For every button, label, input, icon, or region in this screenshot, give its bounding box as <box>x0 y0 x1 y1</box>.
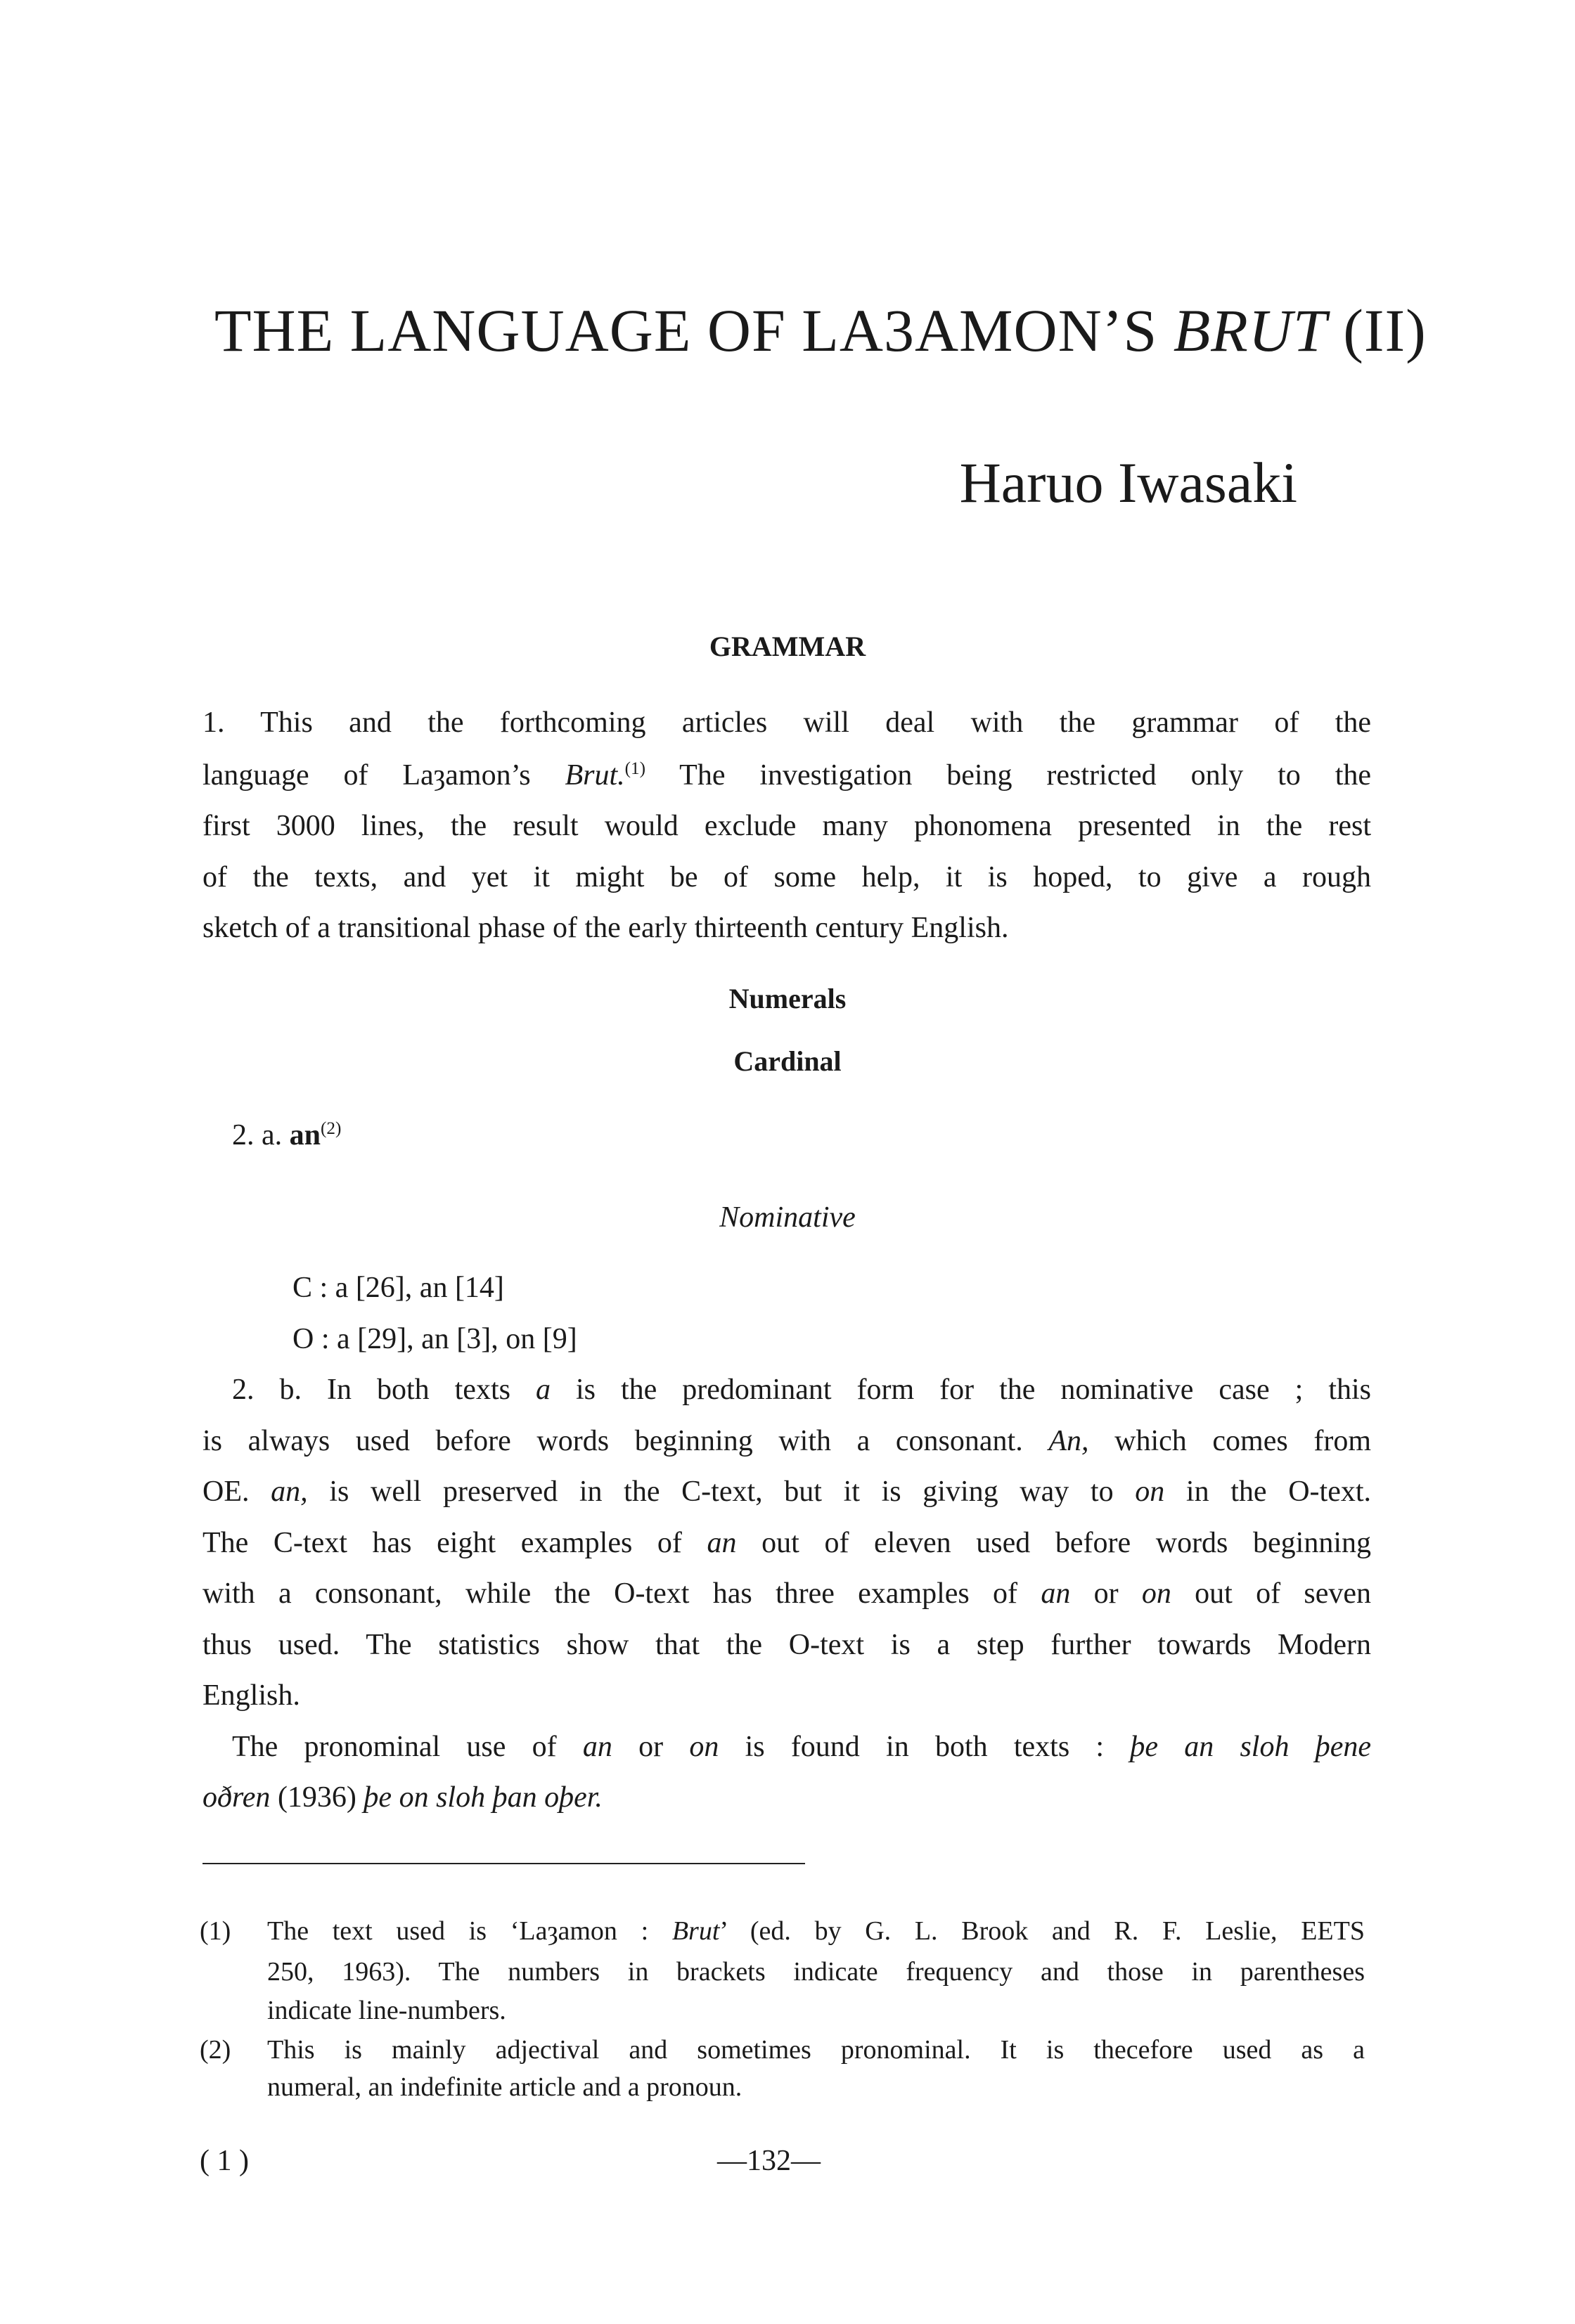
text-segment-italic: an <box>582 1731 612 1763</box>
text-segment-italic: Brut <box>671 1916 720 1946</box>
text-segment: English. <box>202 1679 300 1712</box>
text-segment: 2. a. <box>232 1119 290 1151</box>
text-segment: is the predominant form for the nominative case ; this <box>550 1374 1371 1406</box>
text-segment: The C-text has eight examples of <box>202 1527 707 1559</box>
text-segment: sketch of a transitional phase of the early thirteenth century English. <box>202 912 1009 944</box>
text-segment: out of seven <box>1171 1577 1371 1610</box>
text-segment-italic: on <box>689 1731 719 1763</box>
text-segment: first 3000 lines, the result would exclude many phonomena presented in the rest <box>202 810 1371 842</box>
text-segment: 250, 1963). The numbers in brackets indicate frequency and those in parentheses <box>267 1957 1365 1987</box>
text-segment: in the O-text. <box>1164 1476 1372 1508</box>
page-number: —132— <box>717 2145 821 2177</box>
footnote-1-marker: (1) <box>200 1916 231 1946</box>
section-2a-label <box>232 1110 341 1161</box>
text-segment: The investigation being restricted only to the <box>645 759 1372 792</box>
paragraph-2b-line <box>202 1620 1371 1670</box>
text-segment-italic: þe on sloh þan oþer. <box>364 1781 603 1814</box>
text-segment-italic: an <box>1041 1577 1071 1610</box>
paragraph-1-line <box>202 697 1371 748</box>
text-segment: O : a [29], an [3], on [9] <box>292 1323 577 1355</box>
title-main: THE LANGUAGE OF LA3AMON’S <box>214 297 1158 364</box>
text-segment: which comes from <box>1088 1425 1371 1457</box>
paragraph-2b-line <box>202 1416 1371 1466</box>
text-segment: numeral, an indefinite article and a pronoun. <box>267 2072 742 2102</box>
subheading-numerals: Numerals <box>728 983 847 1014</box>
text-segment-italic: a <box>535 1374 551 1406</box>
text-segment-italic: An, <box>1048 1425 1089 1457</box>
text-segment: language of Laȝamon’s <box>202 759 565 792</box>
paragraph-3-line <box>202 1772 603 1823</box>
paragraph-2b-line <box>232 1364 1371 1415</box>
paragraph-1-line <box>202 852 1371 903</box>
footnote-divider <box>202 1863 805 1864</box>
text-segment: indicate line-numbers. <box>267 1996 506 2025</box>
text-segment: ’ (ed. by G. L. Brook and R. F. Leslie, EETS <box>719 1916 1365 1946</box>
text-segment-sup: (1) <box>624 759 646 778</box>
title-italic: BRUT <box>1173 297 1328 364</box>
text-segment-italic: oðren <box>202 1781 271 1814</box>
text-segment-italic: on <box>1141 1577 1171 1610</box>
text-segment-italic: Brut. <box>565 759 625 792</box>
text-segment: 2. b. In both texts <box>232 1374 536 1406</box>
issue-number: ( 1 ) <box>200 2145 249 2177</box>
subheading-nominative: Nominative <box>719 1201 856 1234</box>
section-heading-grammar: GRAMMAR <box>709 631 866 662</box>
subheading-cardinal: Cardinal <box>733 1045 842 1077</box>
text-segment: The pronominal use of <box>232 1731 583 1763</box>
paragraph-1-line <box>202 903 1008 953</box>
text-segment: OE. <box>202 1476 271 1508</box>
text-segment-italic: an, <box>271 1476 308 1508</box>
footnote-1-line <box>267 1991 506 2030</box>
text-segment: The text used is ‘Laȝamon : <box>267 1916 672 1946</box>
text-segment: thus used. The statistics show that the O-text is a step further towards Modern <box>202 1629 1371 1661</box>
paragraph-1-line <box>202 801 1371 851</box>
text-segment: (1936) <box>270 1781 364 1814</box>
text-segment-italic: an <box>707 1527 737 1559</box>
text-segment: is always used before words beginning with a consonant. <box>202 1425 1049 1457</box>
text-segment-italic: þe an sloh þene <box>1130 1731 1371 1763</box>
paragraph-1-line <box>202 750 1371 801</box>
paragraph-2b-line <box>202 1466 1371 1517</box>
footnote-1-line <box>267 1952 1365 1991</box>
form-count-c-text <box>292 1263 504 1313</box>
author-name: Haruo Iwasaki <box>959 451 1297 515</box>
text-segment: is found in both texts : <box>719 1731 1131 1763</box>
text-segment: is well preserved in the C-text, but it is giving way to <box>307 1476 1136 1508</box>
text-segment: C : a [26], an [14] <box>292 1272 504 1304</box>
text-segment: 1. This and the forthcoming articles will deal with the grammar of the <box>202 706 1371 739</box>
footnote-2-line <box>267 2067 742 2107</box>
footnote-1-line <box>267 1911 1365 1951</box>
text-segment: or <box>612 1731 690 1763</box>
footnote-2-marker: (2) <box>200 2035 231 2065</box>
paragraph-2b-line <box>202 1670 300 1721</box>
text-segment-bold: an <box>289 1119 321 1151</box>
text-segment: with a consonant, while the O-text has three examples of <box>202 1577 1041 1610</box>
form-count-o-text <box>292 1314 577 1364</box>
text-segment-italic: on <box>1135 1476 1165 1508</box>
paragraph-2b-line <box>202 1518 1371 1568</box>
article-title <box>214 295 1427 366</box>
paragraph-2b-line <box>202 1568 1371 1619</box>
text-segment: This is mainly adjectival and sometimes pronominal. It is thecefore used as a <box>267 2035 1365 2065</box>
text-segment: of the texts, and yet it might be of some help, it is hoped, to give a rough <box>202 861 1371 893</box>
text-segment-sup: (2) <box>321 1119 342 1138</box>
footnote-2-line <box>267 2030 1365 2070</box>
paragraph-3-line <box>232 1722 1371 1772</box>
text-segment: out of eleven used before words beginning <box>736 1527 1371 1559</box>
title-part: (II) <box>1343 297 1427 364</box>
text-segment: or <box>1070 1577 1142 1610</box>
